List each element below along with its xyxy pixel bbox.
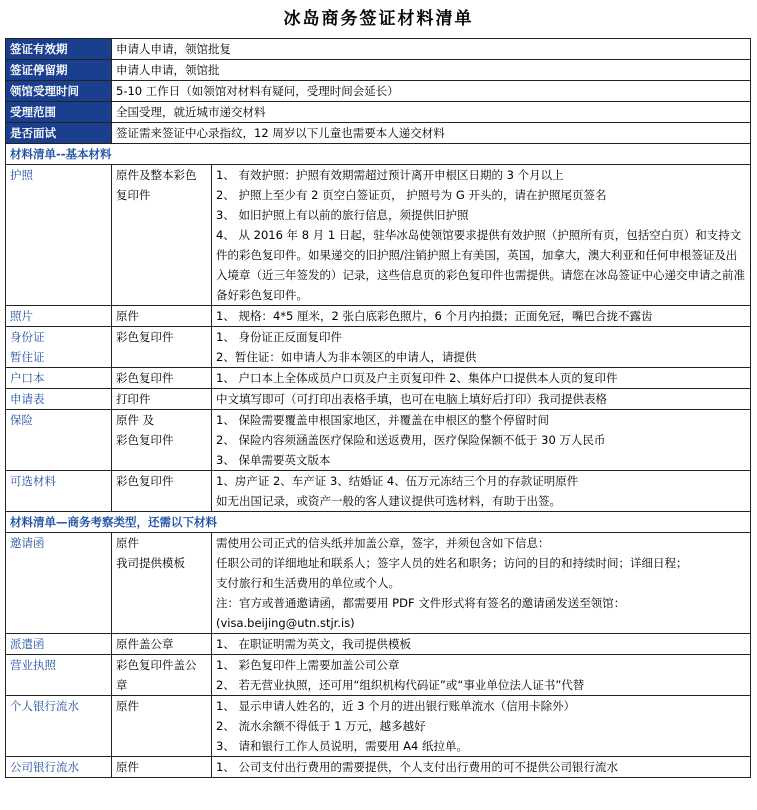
material-details [212, 306, 751, 327]
material-type [112, 655, 212, 696]
info-row [6, 81, 751, 102]
material-name-text: 派遣函 [10, 637, 45, 651]
info-value: 全国受理，就近城市递交材料 [112, 102, 751, 123]
material-name-text: 营业执照 [10, 658, 56, 672]
material-name-text: 邀请函 [10, 536, 45, 550]
detail-line: 1、 公司支付出行费用的需要提供，个人支付出行费用的可不提供公司银行流水 [216, 760, 618, 774]
info-label: 签证停留期 [6, 60, 112, 81]
detail-line: 1、房产证 2、车产证 3、结婚证 4、伍万元冻结三个月的存款证明原件 [216, 474, 579, 488]
info-label: 领馆受理时间 [6, 81, 112, 102]
material-type [112, 471, 212, 512]
material-type [112, 410, 212, 471]
material-row [6, 696, 751, 757]
material-details [212, 634, 751, 655]
section-title-business: 材料清单—商务考察类型，还需以下材料 [6, 512, 751, 533]
info-row [6, 60, 751, 81]
material-type [112, 757, 212, 778]
detail-line: 3、 保单需要英文版本 [216, 453, 331, 467]
material-name-text: 申请表 [10, 392, 45, 406]
material-row [6, 757, 751, 778]
section-basic-header [6, 144, 751, 165]
detail-line: 需使用公司正式的信头纸并加盖公章，签字，并须包含如下信息： [216, 536, 550, 550]
material-row [6, 306, 751, 327]
material-type-text: 彩色复印件 [116, 371, 174, 385]
material-name [6, 306, 112, 327]
detail-line: 1、 户口本上全体成员户口页及户主页复印件 2、集体户口提供本人页的复印件 [216, 371, 618, 385]
material-details [212, 533, 751, 634]
material-type [112, 306, 212, 327]
material-row [6, 410, 751, 471]
material-details [212, 696, 751, 757]
material-details [212, 368, 751, 389]
material-type [112, 634, 212, 655]
material-name [6, 327, 112, 368]
material-name [6, 165, 112, 306]
material-details [212, 757, 751, 778]
info-row [6, 123, 751, 144]
material-details [212, 165, 751, 306]
material-name-text: 可选材料 [10, 474, 56, 488]
detail-line: 1、 彩色复印件上需要加盖公司公章 [216, 658, 400, 672]
material-type-text: 打印件 [116, 392, 151, 406]
material-type [112, 389, 212, 410]
material-name [6, 533, 112, 634]
detail-line: 如无出国记录，或资产一般的客人建议提供可选材料，有助于出签。 [216, 494, 561, 508]
material-type-text: 原件 我司提供模板 [116, 536, 185, 570]
material-details [212, 410, 751, 471]
material-name [6, 634, 112, 655]
material-name-text: 公司银行流水 [10, 760, 79, 774]
detail-line: 1、 规格：4*5 厘米，2 张白底彩色照片，6 个月内拍摄；正面免冠，嘴巴合拢不露齿 [216, 309, 653, 323]
material-row [6, 533, 751, 634]
material-name [6, 696, 112, 757]
material-name-text: 户口本 [10, 371, 45, 385]
material-type [112, 533, 212, 634]
material-name-text: 照片 [10, 309, 33, 323]
detail-line: 1、 显示申请人姓名的，近 3 个月的进出银行账单流水（信用卡除外） [216, 699, 576, 713]
detail-line: 2、暂住证：如申请人为非本领区的申请人，请提供 [216, 350, 477, 364]
material-name-text: 个人银行流水 [10, 699, 79, 713]
material-type-text: 原件及整本彩色复印件 [116, 168, 197, 202]
info-row [6, 39, 751, 60]
info-value: 5-10 工作日（如领馆对材料有疑问，受理时间会延长） [112, 81, 751, 102]
detail-line: 注：官方或普通邀请函，都需要用 PDF 文件形式将有签名的邀请函发送至领馆： [216, 596, 626, 610]
material-details [212, 327, 751, 368]
material-details [212, 655, 751, 696]
material-name [6, 389, 112, 410]
material-type-text: 原件 及 彩色复印件 [116, 413, 174, 447]
material-row [6, 368, 751, 389]
material-name-text: 保险 [10, 413, 33, 427]
material-row [6, 471, 751, 512]
material-row [6, 655, 751, 696]
detail-line: 1、 在职证明需为英文，我司提供模板 [216, 637, 411, 651]
material-details [212, 471, 751, 512]
detail-line: 1、 保险需要覆盖申根国家地区，并覆盖在申根区的整个停留时间 [216, 413, 549, 427]
detail-line: 2、 护照上至少有 2 页空白签证页， 护照号为 G 开头的，请在护照尾页签名 [216, 188, 607, 202]
material-name [6, 757, 112, 778]
detail-line: 3、 请和银行工作人员说明，需要用 A4 纸拉单。 [216, 739, 468, 753]
detail-line: 1、 有效护照：护照有效期需超过预计离开申根区日期的 3 个月以上 [216, 168, 564, 182]
material-type [112, 327, 212, 368]
info-label: 签证有效期 [6, 39, 112, 60]
material-name [6, 471, 112, 512]
detail-line: 中文填写即可（可打印出表格手填，也可在电脑上填好后打印）我司提供表格 [216, 392, 607, 406]
material-name-text: 身份证 暂住证 [10, 330, 45, 364]
visa-checklist-table [5, 38, 751, 778]
material-type-text: 原件 [116, 760, 139, 774]
material-name-text: 护照 [10, 168, 33, 182]
material-type-text: 彩色复印件盖公章 [116, 658, 197, 692]
info-value: 签证需来签证中心录指纹，12 周岁以下儿童也需要本人递交材料 [112, 123, 751, 144]
detail-line: 2、 保险内容须涵盖医疗保险和送返费用，医疗保险保额不低于 30 万人民币 [216, 433, 606, 447]
info-label: 是否面试 [6, 123, 112, 144]
detail-line: 2、 若无营业执照，还可用“组织机构代码证”或“事业单位法人证书”代替 [216, 678, 585, 692]
material-type-text: 原件盖公章 [116, 637, 174, 651]
detail-line: 4、 从 2016 年 8 月 1 日起，驻华冰岛使领馆要求提供有效护照（护照所有页，包括空白页）和支持文件的彩色复印件。如果递交的旧护照/注销护照上有美国，英国，加拿大，澳大利亚和任何申根签证及出入境章（近三年签发的）记录，这些信息页的彩色复印件也需提供。请您在冰岛签证中心递交申请之前准备好彩色复印件。 [216, 228, 745, 302]
detail-line: 1、 身份证正反面复印件 [216, 330, 342, 344]
material-name [6, 410, 112, 471]
material-type [112, 368, 212, 389]
basic-materials-section [6, 165, 751, 512]
info-value: 申请人申请，领馆批 [112, 60, 751, 81]
material-type-text: 彩色复印件 [116, 330, 174, 344]
detail-line: 2、 流水余额不得低于 1 万元，越多越好 [216, 719, 426, 733]
material-row [6, 327, 751, 368]
material-details [212, 389, 751, 410]
material-type [112, 165, 212, 306]
material-type-text: 原件 [116, 309, 139, 323]
material-type [112, 696, 212, 757]
page-title: 冰岛商务签证材料清单 [283, 9, 474, 29]
material-row [6, 634, 751, 655]
material-name [6, 655, 112, 696]
material-row [6, 165, 751, 306]
section-business-header [6, 512, 751, 533]
section-title-basic: 材料清单--基本材料 [6, 144, 751, 165]
info-value: 申请人申请，领馆批复 [112, 39, 751, 60]
material-name [6, 368, 112, 389]
detail-line: 3、 如旧护照上有以前的旅行信息，须提供旧护照 [216, 208, 469, 222]
detail-line: (visa.beijing@utn.stjr.is) [216, 616, 355, 630]
basic-info-section [6, 39, 751, 144]
material-type-text: 彩色复印件 [116, 474, 174, 488]
material-row [6, 389, 751, 410]
info-row [6, 102, 751, 123]
detail-line: 任职公司的详细地址和联系人；签字人员的姓名和职务；访问的目的和持续时间；详细日程； [216, 556, 688, 570]
info-label: 受理范围 [6, 102, 112, 123]
detail-line: 支付旅行和生活费用的单位或个人。 [216, 576, 400, 590]
business-materials-section [6, 533, 751, 778]
material-type-text: 原件 [116, 699, 139, 713]
